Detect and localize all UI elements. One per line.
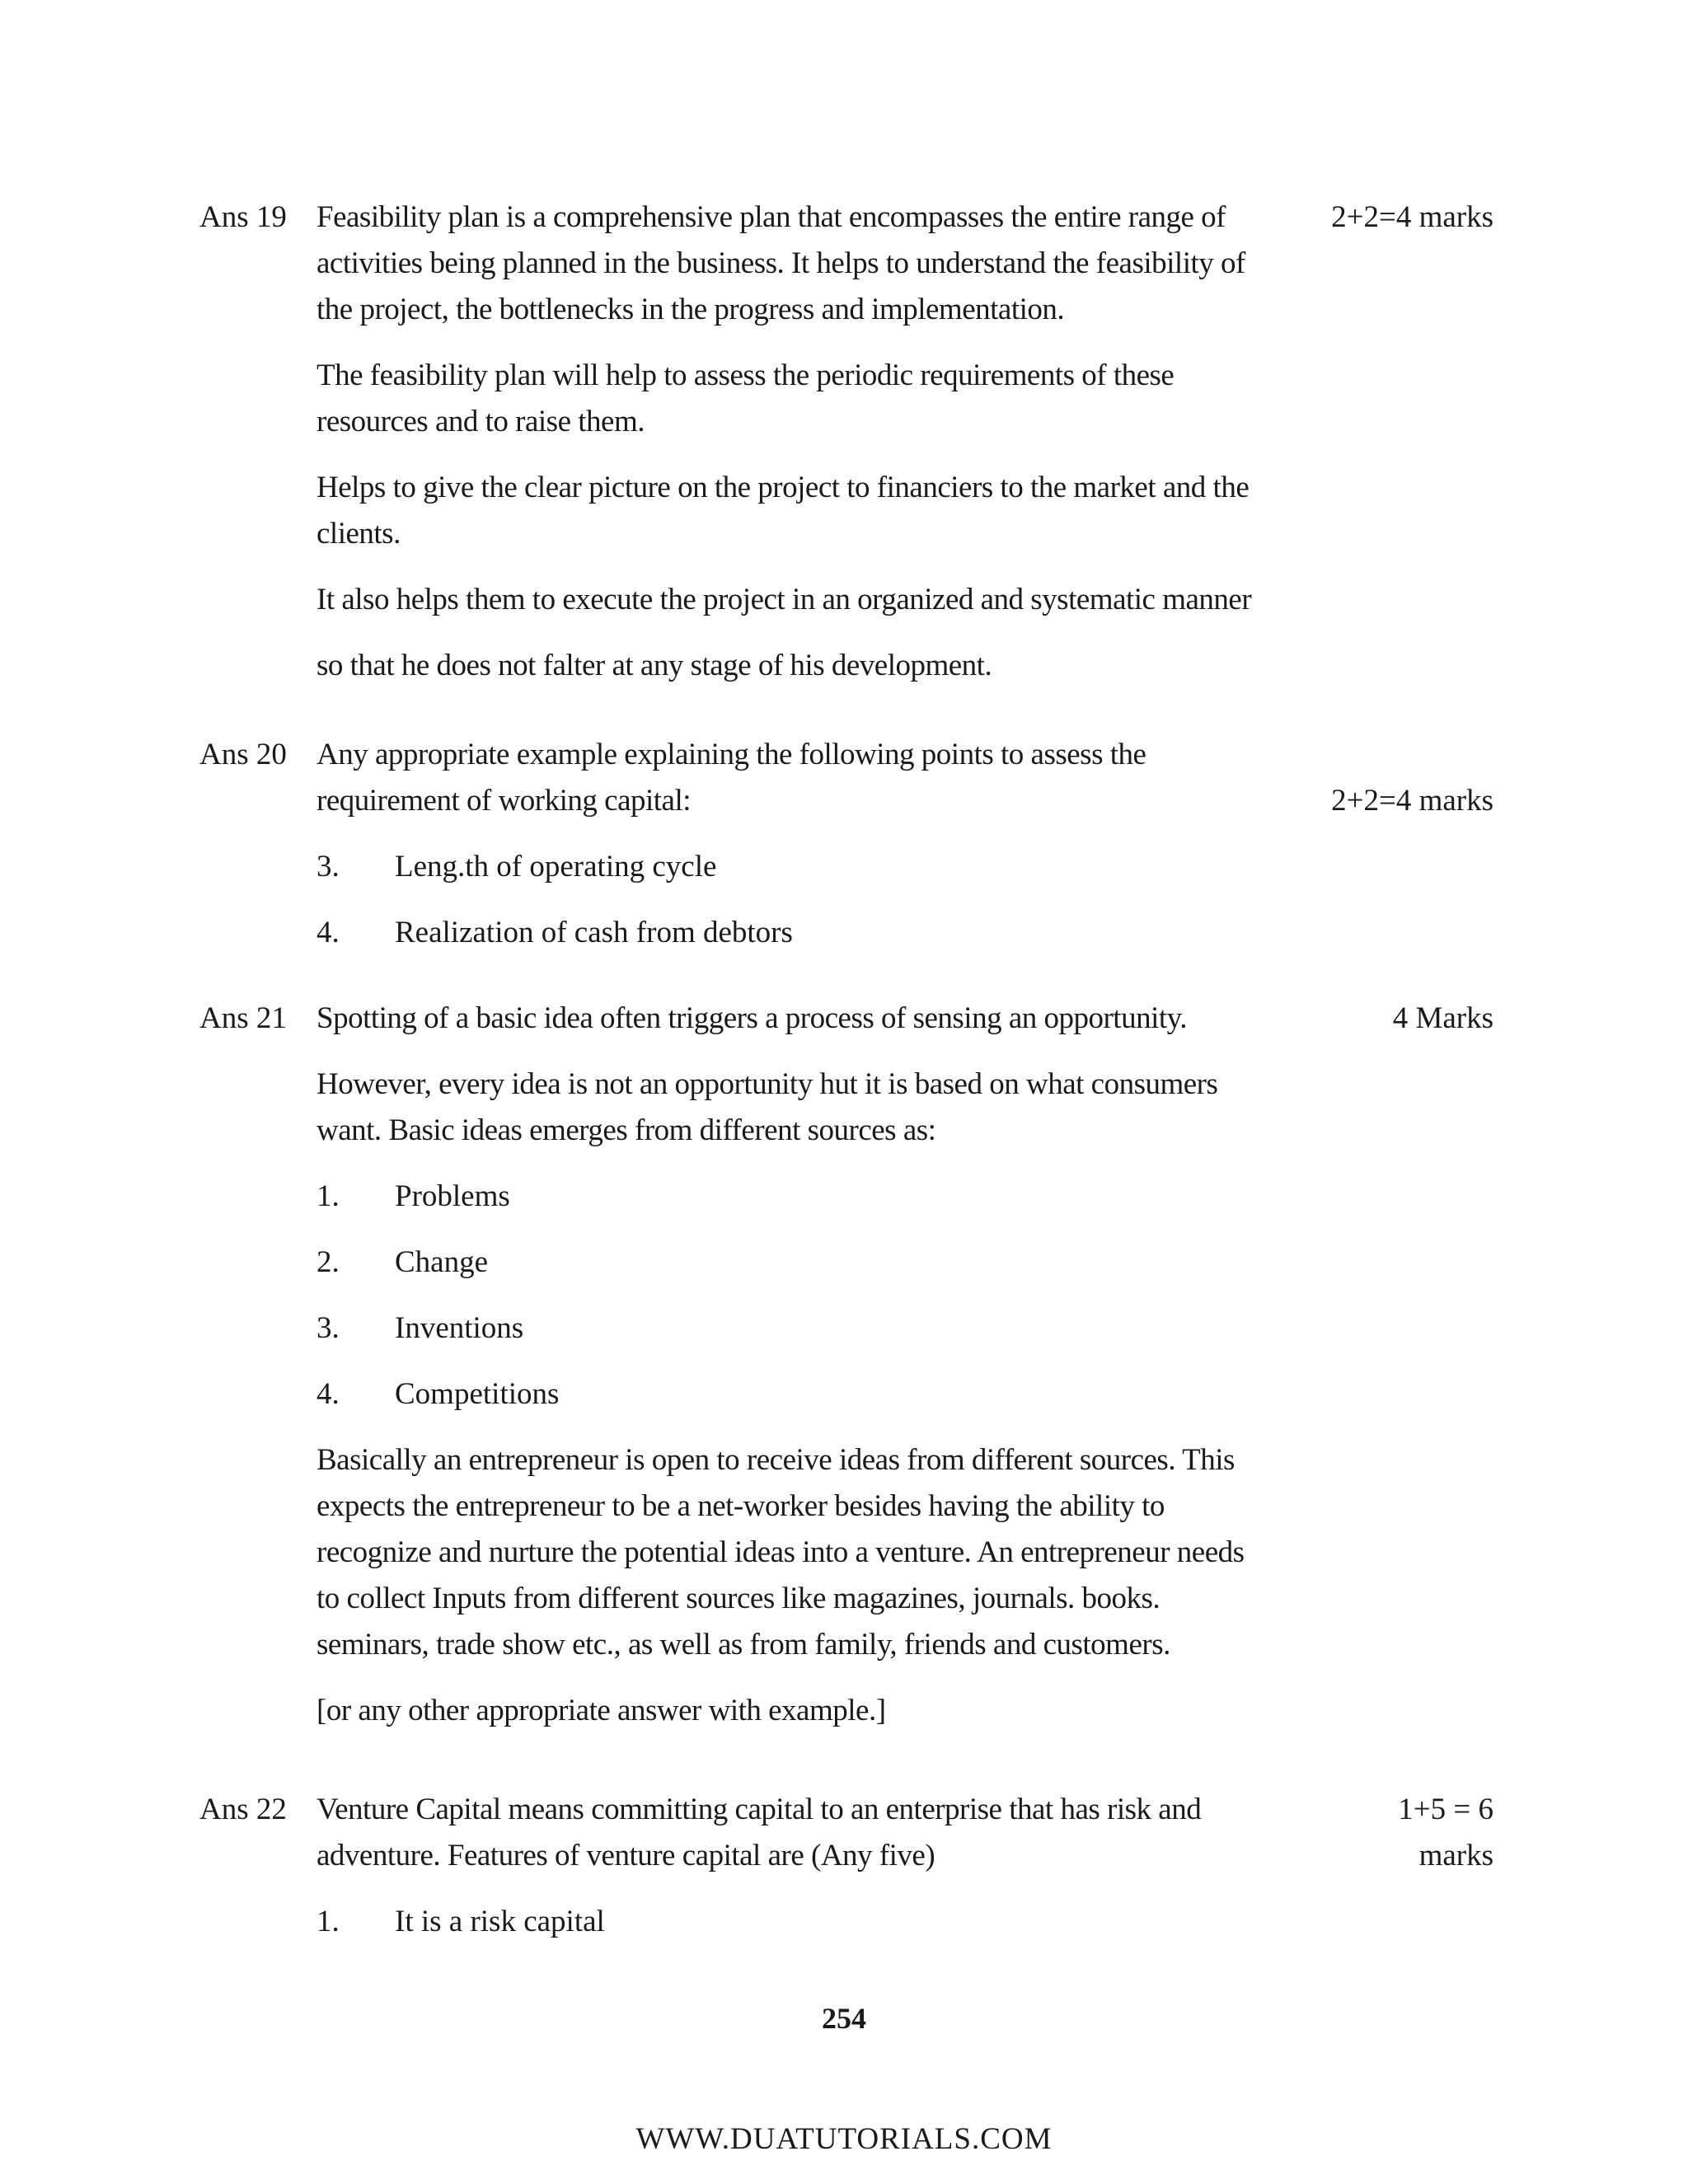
list-text: Inventions [395, 1311, 524, 1345]
paragraph: so that he does not falter at any stage of his development. [316, 649, 992, 682]
answer-label: Ans 21 [199, 1001, 287, 1035]
paragraph: The feasibility plan will help to assess the periodic requirements of these resources and to raise them. [316, 359, 1175, 438]
paragraph: However, every idea is not an opportunity hut it is based on what consumers want. Basic ideas emerges from different sources as: [316, 1067, 1218, 1147]
paragraph: Basically an entrepreneur is open to receive ideas from different sources. This expects the entrepreneur to be a net-worker besides having the ability to recognize and nurture the potential ideas into a venture. An entrepreneur needs to collect Inputs from different sources like magazines, journals. books. seminars, trade show etc., as well as from family, friends and customers. [316, 1443, 1245, 1661]
answer-body [316, 732, 1264, 976]
paragraph: It also helps them to execute the project in an organized and systematic manner [316, 583, 1252, 616]
list-text: Competitions [395, 1377, 560, 1411]
list-number: 4. [316, 1377, 340, 1411]
answer-label: Ans 19 [199, 200, 287, 234]
list-item [316, 844, 1264, 890]
footer-website: WWW.DUATUTORIALS.COM [635, 2122, 1053, 2156]
list-number: 1. [316, 1905, 340, 1938]
list-item [316, 1371, 1264, 1418]
list-text: Realization of cash from debtors [395, 916, 793, 949]
marks-allocation: 2+2=4 marks [1331, 784, 1493, 818]
marks-allocation: 2+2=4 marks [1331, 200, 1493, 234]
paragraph: Helps to give the clear picture on the project to financiers to the market and the clients. [316, 471, 1250, 551]
list-number: 2. [316, 1245, 340, 1279]
paragraph: [or any other appropriate answer with example.] [316, 1694, 886, 1727]
answer-body [316, 1787, 1264, 1965]
paragraph: Venture Capital means committing capital to an enterprise that has risk and adventure. Features of venture capital are (Any five) [316, 1793, 1202, 1872]
list-item [316, 1899, 1264, 1945]
list-text: Leng.th of operating cycle [395, 850, 717, 883]
list-text: Problems [395, 1179, 510, 1213]
paragraph: Feasibility plan is a comprehensive plan that encompasses the entire range of activities being planned in the business. It helps to understand the feasibility of the project, the bottlenecks in the progress and implementation. [316, 200, 1245, 326]
list-item [316, 910, 1264, 956]
list-item [316, 1240, 1264, 1286]
list-number: 3. [316, 850, 340, 883]
answer-body [316, 194, 1264, 709]
marks-allocation: 4 Marks [1392, 1001, 1493, 1035]
answer-label: Ans 20 [199, 738, 287, 771]
list-item [316, 1174, 1264, 1220]
list-text: Change [395, 1245, 489, 1279]
marks-allocation: 1+5 = 6 [1398, 1793, 1493, 1826]
paragraph: Spotting of a basic idea often triggers a process of sensing an opportunity. [316, 1001, 1187, 1035]
paragraph: Any appropriate example explaining the following points to assess the requirement of working capital: [316, 738, 1146, 818]
answer-body [316, 996, 1264, 1754]
list-number: 1. [316, 1179, 340, 1213]
list-text: It is a risk capital [395, 1905, 605, 1938]
answer-label: Ans 22 [199, 1793, 287, 1826]
list-number: 3. [316, 1311, 340, 1345]
page-number: 254 [822, 2002, 866, 2035]
list-number: 4. [316, 916, 340, 949]
marks-allocation-unit: marks [1418, 1839, 1493, 1872]
list-item [316, 1305, 1264, 1352]
